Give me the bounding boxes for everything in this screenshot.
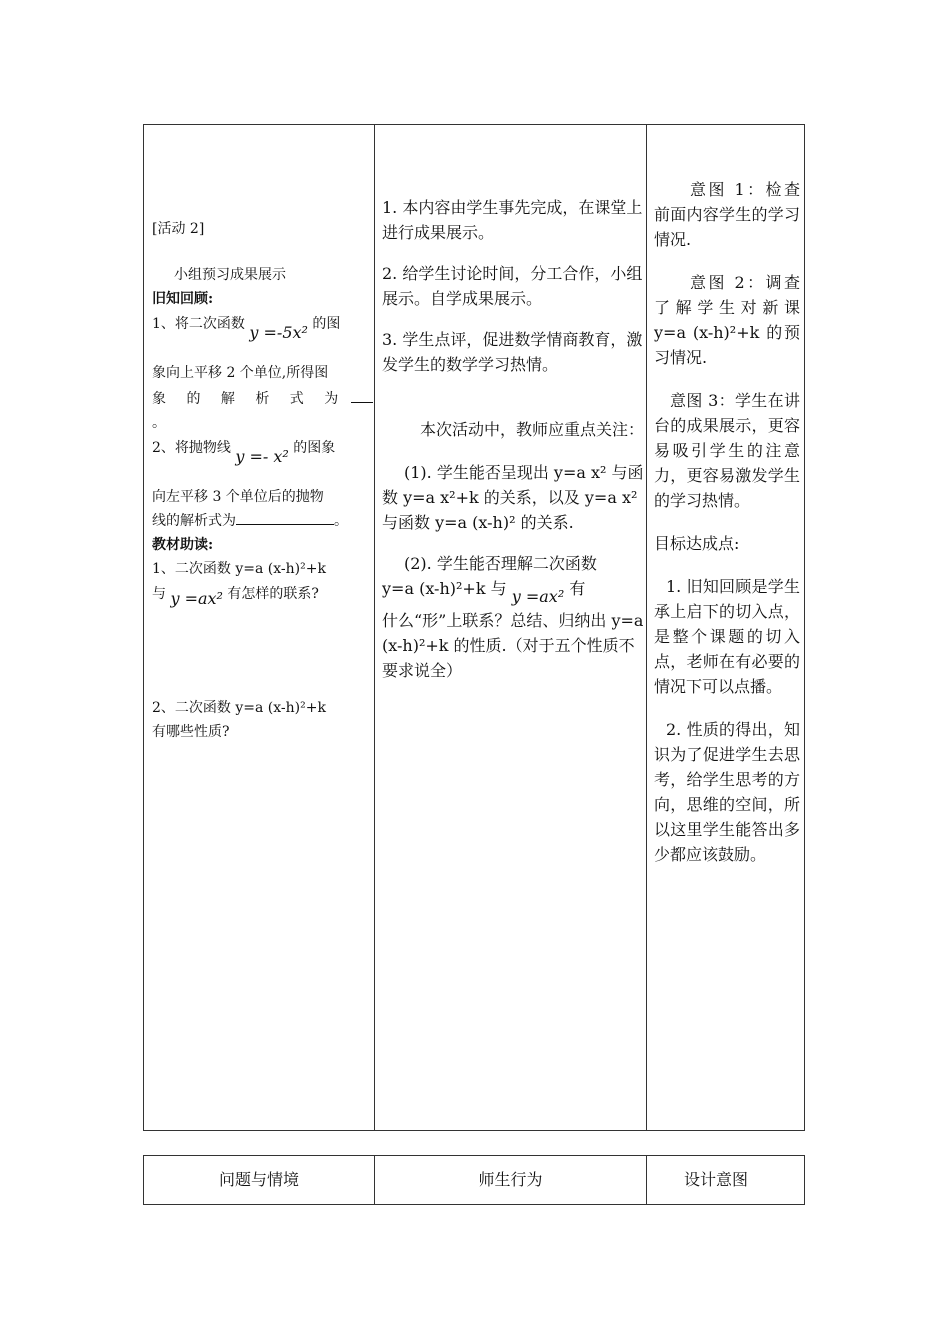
question-2: 2、将抛物线 y =- x² 的图象 xyxy=(152,440,336,466)
header-design-intent: 设计意图 xyxy=(684,1170,749,1189)
paragraph: (1). 学生能否呈现出 y=a x² 与函数 y=a x²+k 的关系，以及 y=a x² 与函数 y=a (x-h)² 的关系. xyxy=(382,463,644,532)
answer-blank[interactable] xyxy=(236,510,334,525)
reading-heading: 教材助读: xyxy=(152,537,214,553)
review-heading: 旧知回顾: xyxy=(152,291,214,307)
answer-blank[interactable] xyxy=(351,388,373,403)
formula: y =-5x² xyxy=(249,323,308,342)
header-table xyxy=(143,1155,805,1205)
reading-question-2: 2、二次函数 y=a (x-h)²+k xyxy=(152,700,326,716)
paragraph: 什么“形”上联系？总结、归纳出 y=a (x-h)²+k 的性质.（对于五个性质不要求说全） xyxy=(382,611,644,680)
design-intent-cell xyxy=(654,177,800,867)
reading-question-2-line: 有哪些性质? xyxy=(152,724,230,740)
header-teacher-student: 师生行为 xyxy=(478,1170,543,1189)
lesson-table xyxy=(143,124,805,1131)
paragraph: 2. 给学生讨论时间，分工合作，小组展示。自学成果展示。 xyxy=(382,264,643,308)
column-divider xyxy=(646,1156,647,1204)
question-1: 1、将二次函数 y =-5x² 的图 xyxy=(152,316,341,342)
paragraph: 1. 旧知回顾是学生承上启下的切入点，是整个课题的切入点，老师在有必要的情况下可以点播。 xyxy=(654,577,800,696)
paragraph: 本次活动中，教师应重点关注： xyxy=(420,420,645,439)
paragraph: 意图 2：调查了解学生对新课 y=a (x-h)²+k 的预习情况. xyxy=(654,273,800,367)
activity-label: [活动 2] xyxy=(152,221,205,237)
paragraph: 2. 性质的得出，知识为了促进学生去思考，给学生思考的方向，思维的空间，所以这里学生能答出多少都应该鼓励。 xyxy=(654,720,800,864)
problem-situation-cell xyxy=(152,217,374,744)
formula: y =- x² xyxy=(235,447,289,466)
teacher-student-cell xyxy=(382,195,644,683)
paragraph: 意图 1：检查前面内容学生的学习情况. xyxy=(654,180,800,249)
formula: y =ax² xyxy=(511,587,565,606)
question-2-line: 向左平移 3 个单位后的抛物 xyxy=(152,489,324,505)
header-problem-situation: 问题与情境 xyxy=(218,1170,299,1189)
paragraph: 意图 3：学生在讲台的成果展示，更容易吸引学生的注意力，更容易激发学生的学习热情。 xyxy=(654,391,800,510)
formula: y =ax² xyxy=(170,589,223,608)
paragraph: 目标达成点: xyxy=(654,534,740,553)
paragraph: 3. 学生点评，促进数学情商教育，激发学生的数学学习热情。 xyxy=(382,330,643,374)
paragraph: 1. 本内容由学生事先完成，在课堂上进行成果展示。 xyxy=(382,198,643,242)
reading-question-1: 1、二次函数 y=a (x-h)²+k xyxy=(152,561,326,577)
column-divider xyxy=(374,125,375,1130)
question-1-end: 。 xyxy=(152,415,166,431)
paragraph: (2). 学生能否理解二次函数 xyxy=(404,554,597,573)
activity-subtitle: 小组预习成果展示 xyxy=(174,267,286,283)
question-1-line: 象向上平移 2 个单位,所得图 xyxy=(152,365,329,381)
question-1-line: 象 的 解 析 式 为 xyxy=(152,387,374,411)
column-divider xyxy=(646,125,647,1130)
reading-question-1-line: 与 y =ax² 有怎样的联系? xyxy=(152,586,319,608)
question-2-line: 线的解析式为 。 xyxy=(152,509,374,533)
paragraph-line: y=a (x-h)²+k 与 y =ax² 有 xyxy=(382,579,586,606)
